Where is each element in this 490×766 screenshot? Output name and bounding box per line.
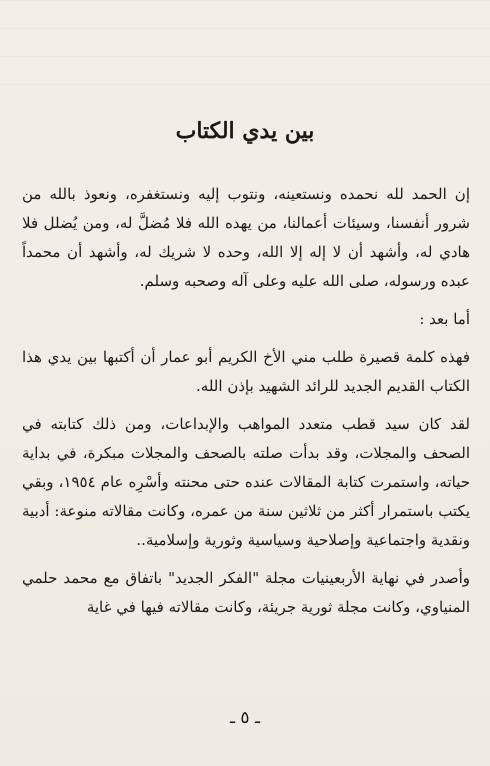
paragraph: فهذه كلمة قصيرة طلب مني الأخ الكريم أبو عمار أن أكتبها بين يدي هذا الكتاب القديم الجديد للرائد الشهيد بإذن الله. — [22, 348, 470, 395]
paragraph: وأصدر في نهاية الأربعينيات مجلة "الفكر الجديد" باتفاق مع محمد حلمي المنياوي، وكانت مجلة ثورية جريئة، وكانت مقالاته فيها في غاية — [22, 569, 470, 616]
paragraph: لقد كان سيد قطب متعدد المواهب والإبداعات، ومن ذلك كتابته في الصحف والمجلات، وقد بدأت صلته بالصحف والمجلات مبكرة، في بداية حياته، واستمرت كتابة المقالات عنده حتى محنته وأسْرِه عام ١٩٥٤، وبقي يكتب باستمرار أكثر من ثلاثين سنة من عمره، وكانت مقالاته منوعة: أدبية ونقدية واجتماعية وإصلاحية وسياسية وثورية وإسلامية.. — [22, 415, 471, 549]
paragraph: أما بعد : — [419, 310, 470, 328]
show-through-text — [0, 0, 490, 110]
body-text — [22, 180, 470, 622]
paragraph: إن الحمد لله نحمده ونستعينه، ونتوب إليه ونستغفره، ونعوذ بالله من شرور أنفسنا، وسيئات أعمالنا، من يهده الله فلا مُضلَّ له، ومن يُضلل فلا هادي له، وأشهد أن لا إله إلا الله، وحده لا شريك له، وأشهد أن محمداً عبده ورسوله، صلى الله عليه وعلى آله وصحبه وسلم. — [22, 185, 470, 290]
page-number: ـ ٥ ـ — [230, 708, 260, 728]
page-title: بين يدي الكتاب — [175, 118, 315, 144]
